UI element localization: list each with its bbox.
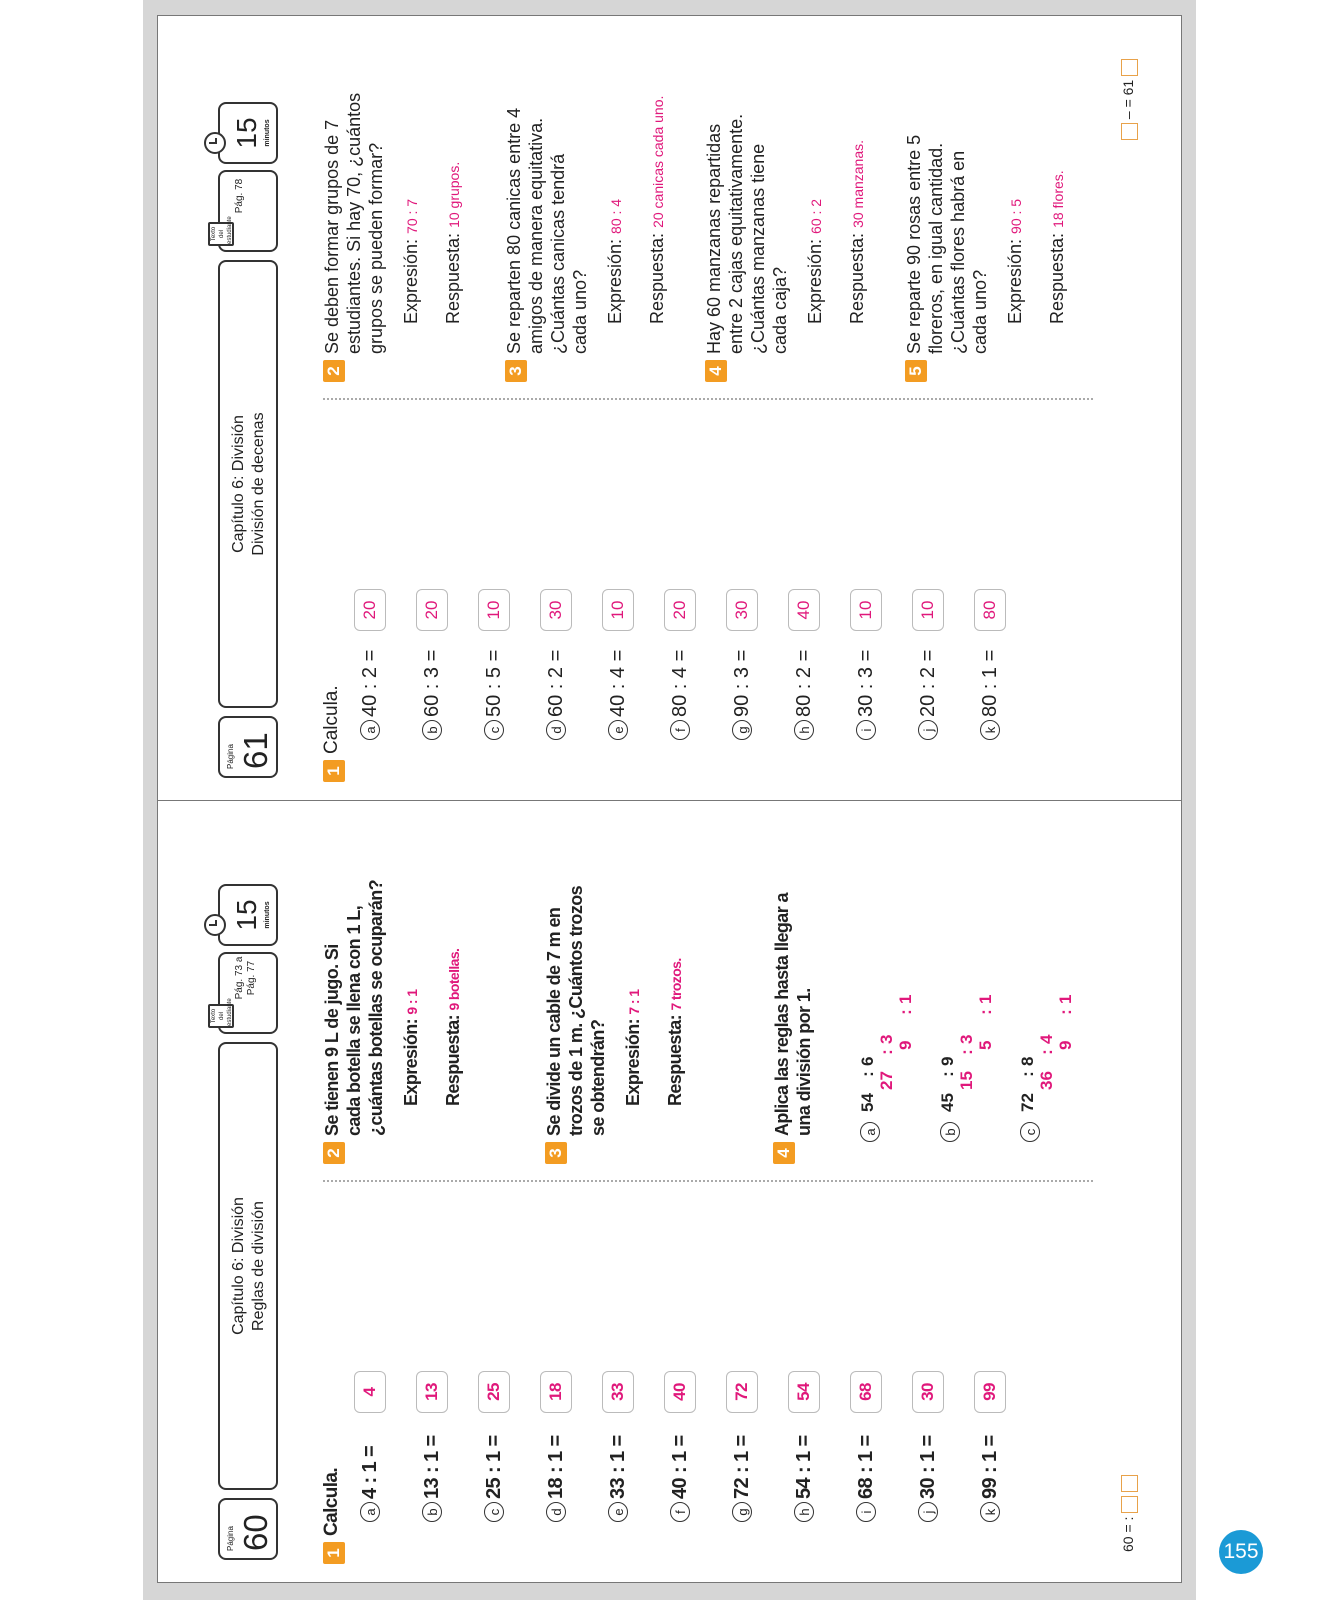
expression-value: 7 : 1 — [626, 989, 642, 1015]
calc-expression: 18 : 1 = — [544, 1435, 567, 1499]
answer-box: 10 — [478, 589, 510, 631]
answer-box: 20 — [354, 589, 386, 631]
answer-box: 72 — [726, 1371, 758, 1413]
question-title: Calcula. — [321, 1467, 342, 1536]
calc-expression: 80 : 4 = — [668, 649, 691, 717]
expression-value: 70 : 7 — [404, 198, 420, 234]
item-letter: g — [732, 1502, 752, 1522]
answer-box: 10 — [602, 589, 634, 631]
calc-row — [416, 1371, 450, 1522]
statement-line: estudiantes. Si hay 70, ¿cuántos — [344, 92, 364, 354]
division-chain-row — [976, 995, 996, 1050]
division-sign: : — [896, 1009, 915, 1015]
dividend: 36 — [1037, 1071, 1056, 1090]
item-letter: b — [422, 720, 442, 740]
question-number: 2 — [323, 1142, 345, 1164]
problem-statement — [321, 816, 387, 1136]
calc-expression: 30 : 3 = — [854, 649, 877, 717]
book-icon: Texto del estudiante — [208, 222, 234, 246]
calc-row — [974, 589, 1008, 740]
statement-line: Se deben formar grupos de 7 — [322, 119, 342, 354]
calc-expression: 99 : 1 = — [978, 1435, 1001, 1499]
division-chain-row — [938, 1057, 958, 1112]
item-letter: e — [608, 720, 628, 740]
alarm-clock-icon — [204, 914, 226, 936]
expression-value: 80 : 4 — [608, 198, 624, 234]
division-chain-row — [877, 1035, 897, 1090]
answer-box: 30 — [540, 589, 572, 631]
calc-expression: 20 : 2 = — [916, 649, 939, 717]
answer-label: Respuesta: — [647, 232, 667, 324]
statement-line: floreros, en igual cantidad. — [926, 142, 946, 354]
division-sign: : — [1056, 1009, 1075, 1015]
answer-box: 33 — [602, 1371, 634, 1413]
expression-value: 9 : 1 — [404, 989, 420, 1015]
textbook-reference-box — [211, 170, 278, 252]
division-sign: : — [1037, 1049, 1056, 1055]
item-letter: h — [794, 1502, 814, 1522]
calc-expression: 60 : 2 = — [544, 649, 567, 717]
division-sign: : — [877, 1049, 896, 1055]
calc-row — [850, 1371, 884, 1522]
page-number: 60 — [237, 1514, 274, 1551]
page-fold — [157, 800, 1182, 801]
divisor: 1 — [976, 994, 995, 1004]
question-number: 4 — [773, 1142, 795, 1164]
calc-row — [788, 1371, 822, 1522]
divisor: 3 — [957, 1034, 976, 1044]
answer-box: 80 — [974, 589, 1006, 631]
answer-box: 4 — [354, 1371, 386, 1413]
blank-square-icon — [1121, 59, 1138, 76]
answer-value: 10 grupos. — [446, 161, 462, 228]
calc-expression: 4 : 1 = — [358, 1445, 381, 1499]
dotted-divider — [323, 1180, 1093, 1182]
answer-box: 30 — [912, 1371, 944, 1413]
answer-box: 40 — [664, 1371, 696, 1413]
topic-title: División de decenas — [250, 412, 267, 556]
answer-box: 68 — [850, 1371, 882, 1413]
answer-label: Respuesta: — [847, 232, 867, 324]
calc-row — [416, 589, 450, 740]
expression-label: Expresión: — [605, 238, 625, 324]
question-number: 4 — [705, 360, 727, 382]
division-sign: : — [976, 1009, 995, 1015]
topic-title: Reglas de división — [250, 1201, 267, 1331]
page-number-box — [218, 1498, 278, 1560]
item-letter: a — [360, 1502, 380, 1522]
page-number: 61 — [237, 732, 274, 769]
calc-expression: 80 : 2 = — [792, 649, 815, 717]
dividend: 15 — [957, 1071, 976, 1090]
statement-line: cada caja? — [770, 266, 790, 354]
division-chain-row — [1037, 1035, 1057, 1090]
answer-box: 25 — [478, 1371, 510, 1413]
answer-box: 10 — [850, 589, 882, 631]
calc-row — [354, 1371, 388, 1522]
item-letter: b — [940, 1122, 960, 1142]
answer-box: 13 — [416, 1371, 448, 1413]
statement-line: Se reparten 80 canicas entre 4 — [504, 107, 524, 354]
answer-line — [665, 958, 686, 1106]
item-letter: c — [1020, 1122, 1040, 1142]
problem-statement — [903, 34, 991, 354]
statement-line: ¿cuántas botellas se ocuparán? — [366, 879, 386, 1136]
time-number: 15 — [231, 899, 262, 931]
item-letter: j — [918, 1502, 938, 1522]
item-letter: a — [860, 1122, 880, 1142]
answer-value: 20 canicas cada uno. — [650, 95, 666, 228]
expression-value: 60 : 2 — [808, 198, 824, 234]
calc-row — [912, 1371, 946, 1522]
statement-line: Hay 60 manzanas repartidas — [704, 123, 724, 354]
book-page-number-badge: 155 — [1219, 1530, 1263, 1574]
dividend: 5 — [976, 1040, 995, 1050]
divisor: 4 — [1037, 1034, 1056, 1044]
calc-row — [478, 1371, 512, 1522]
statement-line: una división por 1. — [794, 988, 814, 1136]
calc-row — [974, 1371, 1008, 1522]
statement-line: cada uno? — [570, 269, 590, 354]
answer-label: Respuesta: — [665, 1014, 685, 1106]
statement-line: Se divide un cable de 7 m en — [544, 907, 564, 1136]
item-letter: c — [484, 720, 504, 740]
division-chain-row — [858, 1057, 878, 1112]
expression-line — [605, 199, 626, 324]
item-letter: e — [608, 1502, 628, 1522]
question-number: 1 — [323, 760, 345, 782]
page-60 — [158, 812, 1181, 1582]
calc-row — [602, 589, 636, 740]
calc-expression: 80 : 1 = — [978, 649, 1001, 717]
time-number: 15 — [231, 117, 262, 149]
calc-row — [478, 589, 512, 740]
footer-equation — [1120, 1475, 1138, 1552]
calc-expression: 33 : 1 = — [606, 1435, 629, 1499]
statement-line: ¿Cuántas flores habrá en — [948, 150, 968, 354]
answer-line — [443, 949, 464, 1106]
calc-row — [602, 1371, 636, 1522]
calc-expression: 72 : 1 = — [730, 1435, 753, 1499]
statement-line: Se tienen 9 L de jugo. Si — [322, 944, 342, 1136]
statement-line: Aplica las reglas hasta llegar a — [772, 893, 792, 1136]
statement-line: Se reparte 90 rosas entre 5 — [904, 134, 924, 354]
blank-square-icon — [1121, 123, 1138, 140]
division-sign: : — [938, 1071, 957, 1077]
question-number: 2 — [323, 360, 345, 382]
calc-row — [664, 589, 698, 740]
problem-statement — [771, 816, 815, 1136]
answer-line — [443, 162, 464, 324]
question-title: Calcula. — [321, 685, 342, 754]
calc-expression: 13 : 1 = — [420, 1435, 443, 1499]
calc-expression: 90 : 3 = — [730, 649, 753, 717]
item-letter: f — [670, 720, 690, 740]
chapter-title-box — [218, 1042, 278, 1490]
calc-expression: 68 : 1 = — [854, 1435, 877, 1499]
divisor: 1 — [896, 994, 915, 1004]
problem-statement — [321, 34, 387, 354]
expression-line — [805, 199, 826, 324]
division-sign: : — [957, 1049, 976, 1055]
item-letter: d — [546, 1502, 566, 1522]
answer-box: 20 — [416, 589, 448, 631]
expression-line — [623, 990, 644, 1106]
answer-box: 40 — [788, 589, 820, 631]
time-unit: minutos — [264, 119, 271, 147]
calc-row — [912, 589, 946, 740]
calc-expression: 40 : 2 = — [358, 649, 381, 717]
calc-row — [850, 589, 884, 740]
statement-line: entre 2 cajas equitativamente. — [726, 113, 746, 354]
expression-value: 90 : 5 — [1008, 198, 1024, 234]
answer-label: Respuesta: — [1047, 232, 1067, 324]
answer-box: 30 — [726, 589, 758, 631]
item-letter: g — [732, 720, 752, 740]
chapter-title: Capítulo 6: División — [230, 1197, 247, 1335]
item-letter: j — [918, 720, 938, 740]
statement-line: grupos se pueden formar? — [366, 142, 386, 354]
calc-expression: 60 : 3 = — [420, 649, 443, 717]
textbook-reference-box — [211, 952, 278, 1034]
calc-expression: 40 : 4 = — [606, 649, 629, 717]
question-number: 1 — [323, 1542, 345, 1564]
expression-label: Expresión: — [401, 238, 421, 324]
answer-box: 18 — [540, 1371, 572, 1413]
item-letter: i — [856, 720, 876, 740]
footer-text: – = 61 — [1120, 79, 1136, 120]
divisor: 9 — [938, 1056, 957, 1066]
reference-pages: Pág. 73 a Pág. 77 — [234, 956, 257, 1000]
division-sign: : — [1018, 1071, 1037, 1077]
question-number: 3 — [545, 1142, 567, 1164]
calc-row — [354, 589, 388, 740]
problem-statement — [503, 34, 591, 354]
expression-label: Expresión: — [401, 1018, 421, 1106]
item-letter: f — [670, 1502, 690, 1522]
item-letter: d — [546, 720, 566, 740]
item-letter: k — [980, 1502, 1000, 1522]
answer-box: 99 — [974, 1371, 1006, 1413]
question-number: 3 — [505, 360, 527, 382]
calc-expression: 50 : 5 = — [482, 649, 505, 717]
book-icon: Texto del estudiante — [208, 1004, 234, 1028]
statement-line: cada uno? — [970, 269, 990, 354]
dividend: 54 — [858, 1093, 877, 1112]
dotted-divider — [323, 398, 1093, 400]
answer-box: 10 — [912, 589, 944, 631]
answer-line — [1047, 170, 1068, 324]
dividend: 27 — [877, 1071, 896, 1090]
item-letter: a — [360, 720, 380, 740]
problem-statement — [703, 34, 791, 354]
question-number: 5 — [905, 360, 927, 382]
expression-line — [1005, 199, 1026, 324]
problem-statement — [543, 816, 609, 1136]
division-chain-row — [1018, 1057, 1038, 1112]
calc-row — [726, 1371, 760, 1522]
expression-label: Expresión: — [623, 1018, 643, 1106]
answer-value: 9 botellas. — [446, 948, 462, 1011]
page-number-box — [218, 716, 278, 778]
answer-box: 20 — [664, 589, 696, 631]
dividend: 9 — [1056, 1040, 1075, 1050]
blank-square-icon — [1121, 1475, 1138, 1492]
statement-line: ¿Cuántas canicas tendrá — [548, 153, 568, 354]
divisor: 6 — [858, 1056, 877, 1066]
chapter-title: Capítulo 6: División — [230, 415, 247, 553]
answer-value: 18 flores. — [1050, 170, 1066, 228]
alarm-clock-icon — [204, 132, 226, 154]
item-letter: b — [422, 1502, 442, 1522]
calc-row — [664, 1371, 698, 1522]
item-letter: c — [484, 1502, 504, 1522]
expression-line — [401, 990, 422, 1106]
statement-line: ¿Cuántas manzanas tiene — [748, 143, 768, 354]
page-label: Página — [226, 1526, 235, 1551]
calc-row — [540, 1371, 574, 1522]
dividend: 45 — [938, 1093, 957, 1112]
divisor: 8 — [1018, 1056, 1037, 1066]
page-label: Página — [226, 744, 235, 769]
page-61 — [158, 30, 1181, 800]
expression-label: Expresión: — [805, 238, 825, 324]
division-chain-row — [896, 995, 916, 1050]
calc-expression: 40 : 1 = — [668, 1435, 691, 1499]
statement-line: se obtendrán? — [588, 1019, 608, 1136]
answer-label: Respuesta: — [443, 1014, 463, 1106]
calc-row — [788, 589, 822, 740]
calc-row — [540, 589, 574, 740]
calc-expression: 54 : 1 = — [792, 1435, 815, 1499]
divisor: 1 — [1056, 994, 1075, 1004]
divisor: 3 — [877, 1034, 896, 1044]
calc-expression: 30 : 1 = — [916, 1435, 939, 1499]
blank-square-icon — [1121, 1496, 1138, 1513]
dividend: 72 — [1018, 1093, 1037, 1112]
time-box — [218, 102, 278, 164]
item-letter: h — [794, 720, 814, 740]
footer-equation — [1120, 59, 1138, 140]
division-sign: : — [858, 1071, 877, 1077]
answer-line — [647, 96, 668, 324]
answer-value: 7 trozos. — [668, 958, 684, 1011]
answer-label: Respuesta: — [443, 232, 463, 324]
time-box — [218, 884, 278, 946]
statement-line: cada botella se llena con 1 L, — [344, 905, 364, 1136]
reference-pages: Pág. 78 — [234, 178, 245, 214]
statement-line: amigos de manera equitativa. — [526, 117, 546, 354]
footer-text: 60 = : — [1120, 1516, 1136, 1552]
expression-line — [401, 199, 422, 324]
item-letter: k — [980, 720, 1000, 740]
statement-line: trozos de 1 m. ¿Cuántos trozos — [566, 885, 586, 1136]
answer-value: 30 manzanas. — [850, 139, 866, 228]
answer-line — [847, 140, 868, 324]
division-chain-row — [957, 1035, 977, 1090]
answer-box: 54 — [788, 1371, 820, 1413]
calc-expression: 25 : 1 = — [482, 1435, 505, 1499]
dividend: 9 — [896, 1040, 915, 1050]
item-letter: i — [856, 1502, 876, 1522]
calc-row — [726, 589, 760, 740]
chapter-title-box — [218, 260, 278, 708]
time-unit: minutos — [264, 901, 271, 929]
division-chain-row — [1056, 995, 1076, 1050]
expression-label: Expresión: — [1005, 238, 1025, 324]
